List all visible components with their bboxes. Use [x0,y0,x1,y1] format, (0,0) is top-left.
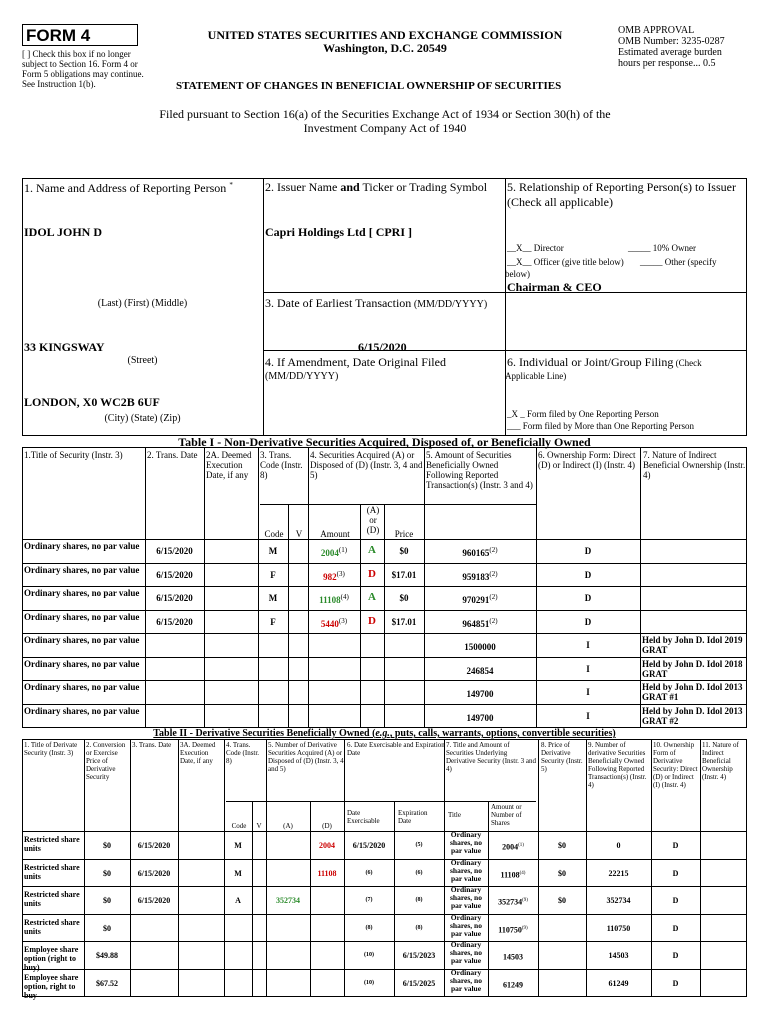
t2-cell-conversion: $0 [103,896,111,905]
t1-amount-value: 5440 [320,618,339,629]
t1-owned-footnote: (2) [489,616,498,625]
amendment-label: 4. If Amendment, Date Original Filed [265,355,446,369]
t2-cell-underlying-title: Ordinary shares, no par value [450,940,482,965]
t1-cell-form: D [584,569,592,580]
t1-owned-value: 960165 [462,548,490,558]
filed-pursuant-line-2: Investment Company Act of 1940 [303,121,467,135]
t1-sub-a-or-d: (A) or (D) [366,505,380,535]
earliest-transaction-format: (MM/DD/YYYY) [411,299,488,310]
t2-cell-price: $0 [558,896,566,905]
t1-amount-value: 11108 [319,595,341,605]
t1-amount-footnote: (4) [340,593,349,601]
t2-cell-date: 6/15/2020 [137,896,171,905]
t1-cell-nature: Held by John D. Idol 2018 GRAT [642,658,743,679]
t1-amount-value: 982 [323,571,337,582]
t1-cell-title: Ordinary shares, no par value [24,588,140,598]
relationship-label: 5. Relationship of Reporting Person(s) to Issuer [507,180,736,194]
t1-cell-title: Ordinary shares, no par value [24,635,140,645]
t1-cell-nature: Held by John D. Idol 2013 GRAT #1 [642,682,743,702]
t2-underlying-amount-value: 11108 [500,870,520,880]
issuer-label [265,181,505,194]
t1-cell-owned [424,640,536,652]
reporting-person-street: 33 KINGSWAY [24,340,105,354]
t2-header-form: 10. Ownership Form of Derivative Security: Direct (D) or Indirect (I) (Instr. 4) [653,741,698,789]
t2-cell-exercisable: (10) [364,979,374,986]
t2-cell-underlying-amount [488,869,538,880]
t2-underlying-amount-value: 110750 [498,925,522,935]
t1-header-nature: 7. Nature of Indirect Beneficial Ownership (Instr. 4) [643,450,746,480]
t2-cell-expiration: (8) [415,897,423,903]
t2-cell-code: A [235,896,241,905]
t1-header-title: 1.Title of Security (Instr. 3) [24,450,123,460]
agency-line-2: Washington, D.C. 20549 [323,41,447,55]
t1-owned-value: 959183 [462,571,490,582]
t1-header-owned: 5. Amount of Securities Beneficially Owned Following Reported Transaction(s) (Instr. 3 and 4) [426,450,533,490]
t2-header-price: 8. Price of Derivative Security (Instr. 5) [541,741,583,773]
t1-cell-title: Ordinary shares, no par value [24,541,140,551]
t1-owned-footnote: (2) [489,546,498,554]
t1-amount-footnote: (3) [336,569,345,578]
issuer-label-and: and [340,180,360,194]
t1-cell-price: $0 [399,546,409,556]
t1-cell-amount [308,546,360,558]
t1-cell-form: I [586,663,590,674]
t1-owned-value: 970291 [462,595,490,605]
t1-cell-owned [424,687,536,699]
t2-cell-date: 6/15/2020 [137,841,171,850]
t2-cell-underlying-amount [488,979,538,990]
t2-cell-exercisable: (10) [364,952,374,958]
t1-header-form: 6. Ownership Form: Direct (D) or Indirect (I) (Instr. 4) [538,450,636,470]
t1-cell-code: M [268,593,278,603]
table-1-title: Table I - Non-Derivative Securities Acquired, Disposed of, or Beneficially Owned [178,435,591,449]
t2-cell-underlying-title: Ordinary shares, no par value [450,912,482,938]
t1-cell-form: D [584,616,592,627]
name-caption: (Last) (First) (Middle) [97,298,188,309]
table-2 [22,739,747,1000]
other-option: _____ Other (specify [640,257,717,267]
t1-cell-amount [308,617,360,629]
t2-cell-price: $0 [558,841,566,850]
t2-cell-owned: 0 [616,841,621,850]
t2-header-underlying: 7. Title and Amount of Securities Underlying Derivative Security (Instr. 3 and 4) [446,741,537,773]
t2-cell-code: M [234,841,242,850]
t1-owned-value: 149700 [466,712,494,723]
t1-header-code: 3. Trans. Code (Instr. 8) [260,450,303,480]
t2-cell-exercisable: (7) [365,897,373,903]
t2-underlying-amount-value: 61249 [503,980,523,990]
t1-cell-title: Ordinary shares, no par value [24,705,140,716]
t1-amount-footnote: (3) [338,616,348,625]
t2-underlying-amount-value: 2004 [502,842,519,852]
filed-pursuant-line-1: Filed pursuant to Section 16(a) of the Securities Exchange Act of 1934 or Section 30(h) of the [159,107,611,121]
t2-sub-amount: Amount or Number of Shares [491,803,522,827]
t1-cell-code: M [268,546,278,556]
t2-cell-form: D [672,951,679,960]
t2-cell-conversion: $49.88 [96,951,118,960]
t1-header-acquired: 4. Securities Acquired (A) or Disposed of (D) (Instr. 3, 4 and 5) [310,450,423,480]
t2-sub-expiration: Expiration Date [398,809,428,825]
t2-cell-title: Employee share option, right to buy [24,972,79,1000]
t1-sub-amount: Amount [320,529,350,539]
t2-cell-owned: 110750 [606,923,631,933]
t1-sub-v: V [295,529,303,539]
t2-cell-owned: 14503 [608,951,629,960]
t1-cell-a-or-d: A [368,591,376,603]
t2-cell-acquired: 352734 [276,896,300,905]
issuer-label-b: Ticker or Trading Symbol [359,180,488,194]
t2-cell-owned: 61249 [608,978,629,988]
other-below: below) [505,269,530,279]
t2-cell-underlying-amount [488,951,538,962]
t1-cell-date: 6/15/2020 [156,616,193,627]
t1-cell-date: 6/15/2020 [156,546,193,556]
omb-line-1: OMB APPROVAL [618,25,695,36]
t2-underlying-amount-footnote: (4) [519,870,526,876]
officer-title: Chairman & CEO [507,280,602,294]
t1-owned-footnote: (2) [489,593,498,601]
t2-cell-expiration: (5) [415,842,423,848]
statement-title: STATEMENT OF CHANGES IN BENEFICIAL OWNERSHIP OF SECURITIES [176,80,562,92]
t2-header-title: 1. Title of Derivate Security (Instr. 3) [24,741,78,757]
t1-cell-nature: Held by John D. Idol 2019 GRAT [642,635,743,655]
t2-cell-form: D [672,841,679,850]
t1-cell-title: Ordinary shares, no par value [24,564,140,575]
t2-sub-v: V [256,822,262,830]
t1-owned-value: 246854 [466,665,494,676]
t2-header-deemed: 3A. Deemed Execution Date, if any [180,741,216,765]
t2-cell-owned: 22215 [608,868,629,878]
agency-line-1: UNITED STATES SECURITIES AND EXCHANGE COMMISSION [207,28,563,42]
t2-sub-code: Code [231,822,247,830]
t1-cell-amount [308,593,360,605]
t1-cell-amount [308,570,360,582]
group-filing-label-text: 6. Individual or Joint/Group Filing [507,355,674,369]
t2-cell-exercisable: (6) [365,869,373,876]
t2-sub-title: Title [448,811,461,819]
t1-cell-form: I [586,710,590,721]
t2-cell-underlying-amount [488,841,538,852]
reporting-person-city: LONDON, X0 WC2B 6UF [24,395,160,409]
t2-cell-title: Restricted share units [24,917,80,936]
t2-header-conversion: 2. Conversion or Exercise Price of Derivative Security [86,741,126,781]
form-title: FORM 4 [22,24,138,46]
t1-cell-form: I [586,640,590,650]
t2-cell-expiration: 6/15/2023 [402,951,436,960]
t2-cell-underlying-title: Ordinary shares, no par value [450,830,482,855]
t2-cell-disposed: 11108 [317,868,337,878]
t1-cell-price: $17.01 [391,616,417,627]
t2-cell-underlying-title: Ordinary shares, no par value [450,857,482,883]
t1-cell-title: Ordinary shares, no par value [24,682,140,692]
t1-owned-value: 964851 [462,618,490,629]
t2-cell-exercisable: (8) [365,924,373,931]
t1-cell-date: 6/15/2020 [156,593,193,603]
t1-cell-owned [424,664,536,676]
earliest-transaction-date: 6/15/2020 [358,340,407,354]
t1-header-deemed: 2A. Deemed Execution Date, if any [206,450,252,480]
city-caption: (City) (State) (Zip) [104,413,181,424]
t2-header-exercisable: 6. Date Exercisable and Expiration Date [347,741,445,757]
t1-cell-form: D [584,593,592,603]
t1-cell-form: I [586,687,590,697]
t1-cell-a-or-d: D [368,567,376,580]
t1-owned-footnote: (2) [489,569,498,578]
earliest-transaction-label [265,297,505,310]
amendment-caption: (MM/DD/YYYY) [265,371,339,382]
t1-cell-price: $17.01 [391,569,417,580]
t2-cell-date: 6/15/2020 [137,868,171,878]
t1-cell-owned [424,546,536,558]
reporting-person-name: IDOL JOHN D [24,225,103,239]
t2-cell-form: D [672,923,679,933]
t1-cell-code: F [270,569,276,580]
omb-line-2: OMB Number: 3235-0287 [618,36,725,47]
t2-underlying-amount-value: 352734 [498,897,523,907]
omb-line-3: Estimated average burden [618,47,722,58]
omb-line-4: hours per response... 0.5 [618,58,716,69]
t1-sub-code: Code [264,529,284,539]
t2-underlying-amount-value: 14503 [503,952,523,962]
t2-cell-underlying-title: Ordinary shares, no par value [450,967,482,993]
t1-owned-value: 149700 [466,689,494,699]
t2-cell-owned: 352734 [606,896,631,905]
t2-sub-d: (D) [322,822,332,830]
t2-cell-form: D [672,896,679,905]
t2-cell-exercisable: 6/15/2020 [352,841,386,850]
relationship-sub: (Check all applicable) [507,195,613,209]
t2-cell-underlying-title: Ordinary shares, no par value [450,885,482,910]
t2-cell-title: Restricted share units [24,835,80,853]
t2-cell-conversion: $67.52 [96,978,118,988]
ten-percent-owner-option: _____ 10% Owner [628,243,696,253]
t2-sub-a: (A) [283,822,293,830]
t2-underlying-amount-footnote: (1) [518,843,524,848]
t1-cell-owned [424,593,536,605]
director-option: __X__ Director [507,243,564,253]
issuer-label-a: 2. Issuer Name [265,180,341,194]
earliest-transaction-label-text: 3. Date of Earliest Transaction [265,296,412,310]
table-2-title-b: , puts, calls, warrants, options, convertible securities) [389,728,616,739]
t2-cell-title: Restricted share units [24,862,80,881]
t1-cell-form: D [584,546,592,556]
t2-cell-form: D [672,868,679,878]
table-2-title-a: Table II - Derivative Securities Beneficially Owned ( [153,728,376,739]
t2-header-nature: 11. Nature of Indirect Beneficial Ownership (Instr. 4) [702,741,739,781]
t2-header-code: 4. Trans. Code (Instr. 8) [226,741,260,765]
t1-cell-nature: Held by John D. Idol 2013 GRAT #2 [642,705,743,726]
t2-cell-price: $0 [558,868,566,878]
t2-underlying-amount-footnote: (9) [521,925,528,931]
t1-cell-owned [424,617,536,629]
t1-cell-title: Ordinary shares, no par value [24,658,140,669]
t2-cell-expiration: (6) [415,869,423,876]
t1-header-date: 2. Trans. Date [147,450,198,460]
table-1 [22,447,747,727]
group-filing-check: (Check [673,358,702,368]
filed-by-more-option: ___ Form filed by More than One Reporting Person [507,421,694,431]
t2-sub-date-exercisable: Date Exercisable [347,809,380,825]
omb-approval [618,25,768,69]
reporting-person-label-text: 1. Name and Address of Reporting Person [24,181,227,195]
t2-cell-title: Employee share option (right to buy) [24,945,79,972]
t1-cell-price: $0 [399,593,409,603]
group-filing-sub: Applicable Line) [505,371,567,381]
t2-cell-conversion: $0 [103,923,111,933]
t1-cell-date: 6/15/2020 [156,569,193,580]
t1-sub-price: Price [394,529,414,539]
t1-cell-a-or-d: D [368,614,376,627]
table-2-title [22,728,747,739]
t2-header-number: 5. Number of Derivative Securities Acquired (A) or Disposed of (D) (Instr. 3, 4 and 5) [268,741,344,773]
t2-cell-underlying-amount [488,924,538,935]
check-box-notice: [ ] Check this box if no longer subject to Section 16. Form 4 or Form 5 obligations may continue. See Instruction 1(b). [22,49,144,89]
t1-amount-footnote: (1) [338,546,348,554]
issuer-name: Capri Holdings Ltd [ CPRI ] [265,225,413,239]
filed-by-one-option: _X _ Form filed by One Reporting Person [507,409,659,419]
t2-cell-code: M [234,868,242,878]
t1-cell-owned [424,570,536,582]
t1-owned-value: 1500000 [464,642,496,652]
t2-cell-form: D [672,978,679,988]
t2-cell-underlying-amount [488,896,538,907]
t2-cell-expiration: 6/15/2025 [402,978,436,988]
t1-cell-owned [424,711,536,723]
t1-cell-a-or-d: A [368,544,376,556]
t2-cell-title: Restricted share units [24,890,80,908]
group-filing-label [507,356,747,369]
reporting-person-label [24,181,260,195]
officer-option: __X__ Officer (give title below) [507,257,624,267]
t2-header-owned: 9. Number of derivative Securities Beneficially Owned Following Reported Transaction(s) (Instr. 4) [588,741,647,789]
t1-cell-title: Ordinary shares, no par value [24,611,140,622]
t2-underlying-amount-footnote: (9) [522,898,528,903]
t2-cell-conversion: $0 [103,841,111,850]
t1-cell-code: F [270,616,276,627]
t2-cell-disposed: 2004 [319,841,335,850]
t2-cell-expiration: (8) [415,924,423,931]
t2-cell-conversion: $0 [103,868,111,878]
t2-header-date: 3. Trans. Date [132,741,172,749]
table-2-title-eg: e.g. [375,728,390,739]
street-caption: (Street) [127,355,158,366]
t1-amount-value: 2004 [320,548,339,558]
reporting-person-footnote-mark: * [229,181,233,189]
